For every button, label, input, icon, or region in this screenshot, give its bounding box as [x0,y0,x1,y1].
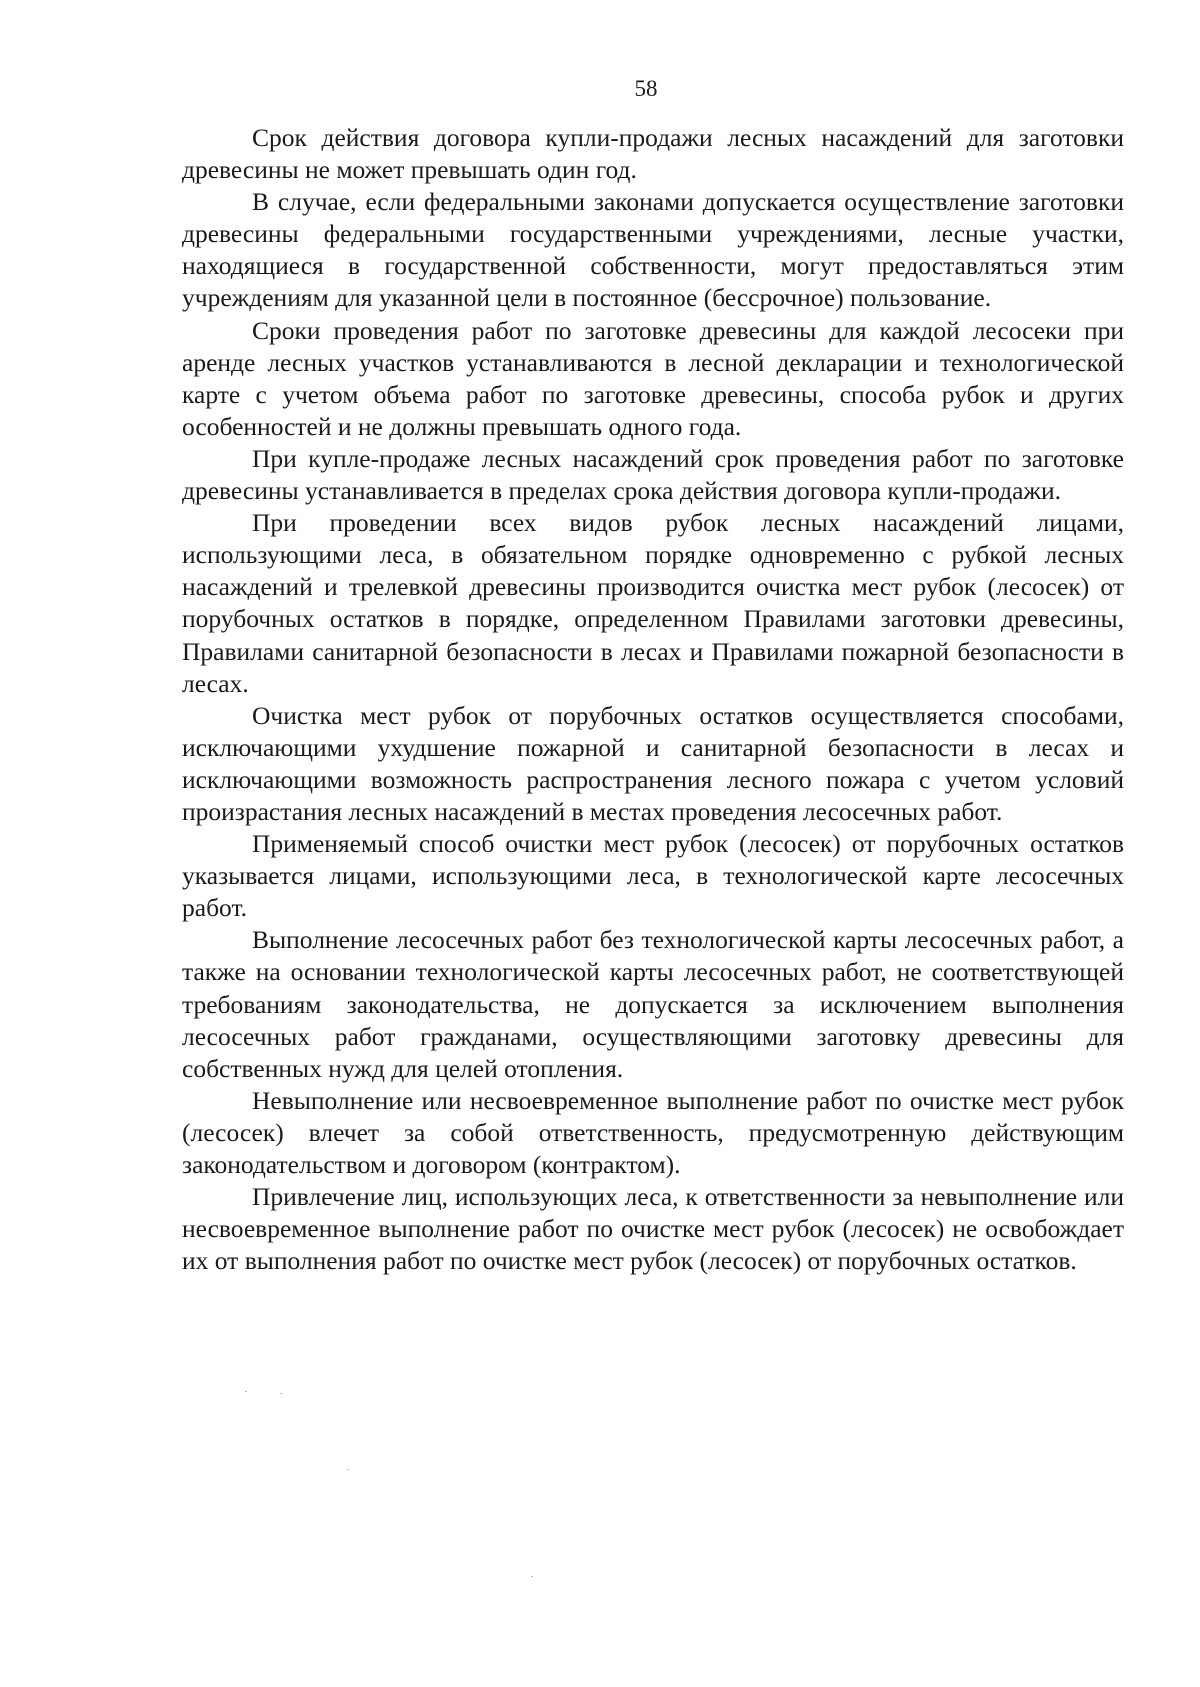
paragraph-work-deadlines: Сроки проведения работ по заготовке древесины для каждой лесосеки при аренде лесных участков устанавливаются в лесной декларации и технологической карте с учетом объема работ по заготовке древесины, способа рубок и других особенностей и не должны превышать одного года. [182,315,1124,441]
paragraph-liability: Невыполнение или несвоевременное выполнение работ по очистке мест рубок (лесосек) влечет за собой ответственность, предусмотренную действующим законодательством и договором (контрактом). [182,1085,1124,1179]
scan-speck [280,1393,282,1394]
paragraph-purchase-sale: При купле-продаже лесных насаждений срок проведения работ по заготовке древесины устанавливается в пределах срока действия договора купли-продажи. [182,443,1124,506]
paragraph-federal-institutions: В случае, если федеральными законами допускается осуществление заготовки древесины федеральными государственными учреждениями, лесные участки, находящиеся в государственной собственности, могут предоставляться этим учреждениям для указанной цели в постоянное (бессрочное) пользование. [182,187,1124,313]
document-body [182,122,1124,1277]
scan-speck [531,1576,533,1577]
paragraph-liability-release: Привлечение лиц, использующих леса, к ответственности за невыполнение или несвоевременное выполнение работ по очистке мест рубок (лесосек) не освобождает их от выполнения работ по очистке мест рубок (лесосек) от порубочных остатков. [182,1182,1124,1276]
scan-speck [245,1391,247,1392]
page-number: 58 [634,76,658,101]
scan-speck [347,1469,349,1470]
paragraph-cleaning-methods: Очистка мест рубок от порубочных остатков осуществляется способами, исключающими ухудшение пожарной и санитарной безопасности в лесах и исключающими возможность распространения лесного пожара с учетом условий произрастания лесных насаждений в местах проведения лесосечных работ. [182,700,1124,826]
paragraph-technological-map: Выполнение лесосечных работ без технологической карты лесосечных работ, а также на основании технологической карты лесосечных работ, не соответствующей требованиям законодательства, не допускается за исключением выполнения лесосечных работ гражданами, осуществляющими заготовку древесины для собственных нужд для целей отопления. [182,925,1124,1083]
paragraph-method-indication: Применяемый способ очистки мест рубок (лесосек) от порубочных остатков указывается лицами, использующими леса, в технологической карте лесосечных работ. [182,829,1124,923]
paragraph-contract-term: Срок действия договора купли-продажи лесных насаждений для заготовки древесины не может превышать один год. [182,123,1124,185]
paragraph-cleaning-obligation: При проведении всех видов рубок лесных насаждений лицами, использующими леса, в обязательном порядке одновременно с рубкой лесных насаждений и трелевкой древесины производится очистка мест рубок (лесосек) от порубочных остатков в порядке, определенном Правилами заготовки древесины, Правилами санитарной безопасности в лесах и Правилами пожарной безопасности в лесах. [182,508,1124,698]
